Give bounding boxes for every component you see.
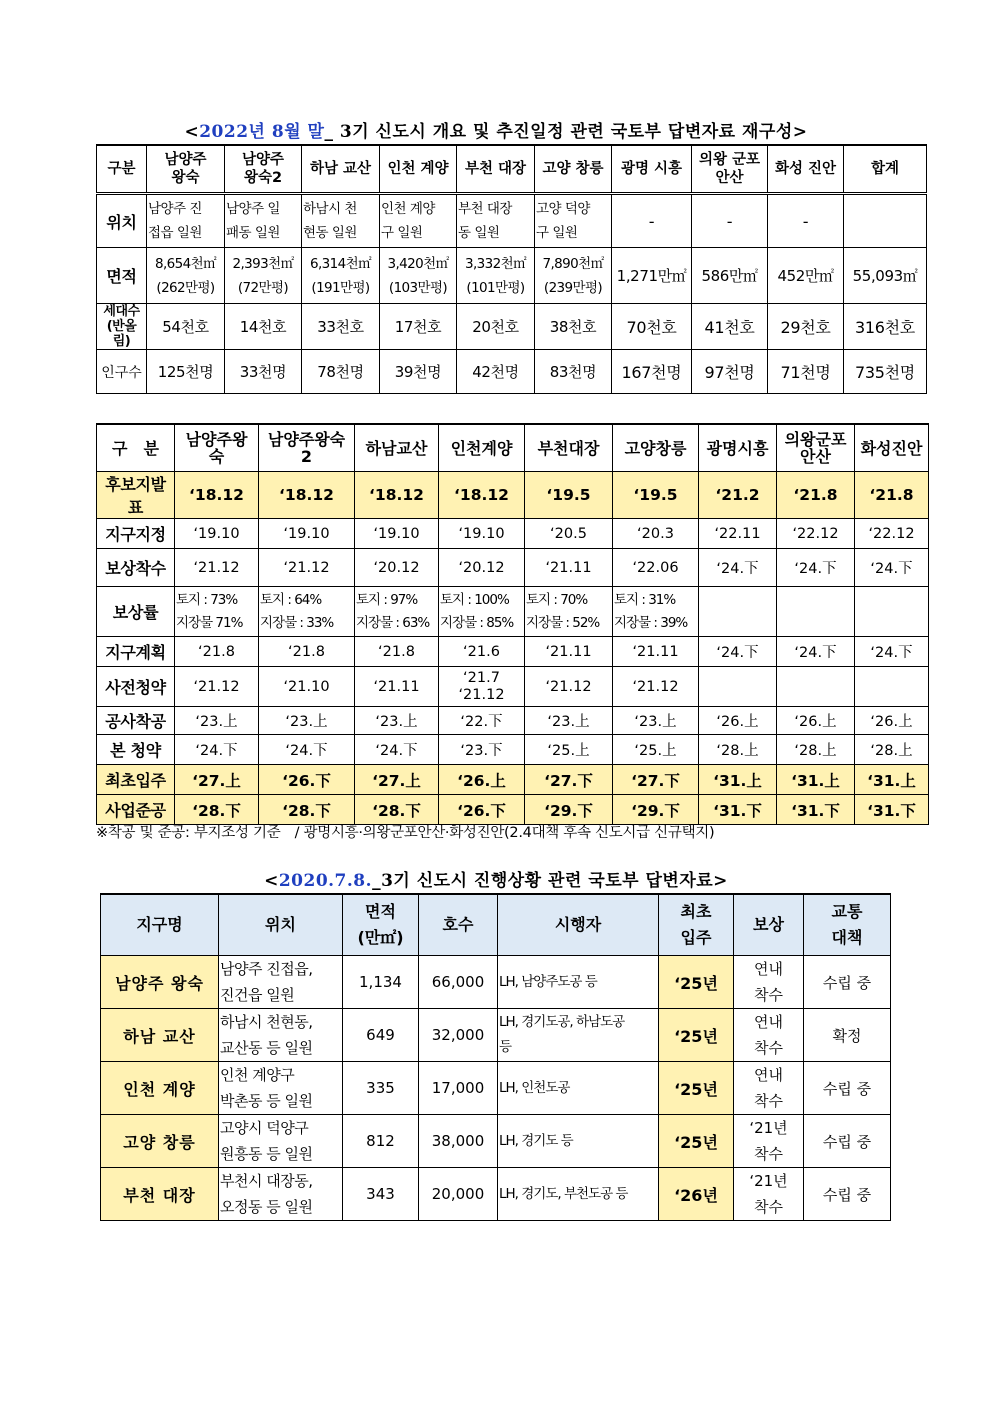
schedule-cell: ‘28.下 <box>259 795 355 825</box>
schedule-cell: ‘28.下 <box>355 795 439 825</box>
schedule-cell: ‘21.12 <box>175 549 259 587</box>
schedule-cell: 토지 : 100% 지장물 : 85% <box>439 587 525 637</box>
overview-col-header: 인천 계양 <box>380 145 457 194</box>
households-cell: 41천호 <box>692 304 768 350</box>
schedule-cell: ‘23.上 <box>525 707 613 735</box>
row-label: 위치 <box>97 194 147 248</box>
progress-units-cell: 20,000 <box>419 1168 498 1221</box>
progress-col-header: 최초 입주 <box>659 894 734 956</box>
row-label: 지구계획 <box>97 637 175 667</box>
progress-area-cell: 335 <box>343 1062 419 1115</box>
progress-transport-cell: 확정 <box>804 1009 891 1062</box>
row-label: 공사착공 <box>97 707 175 735</box>
schedule-col-header: 남양주왕숙 2 <box>259 424 355 472</box>
schedule-cell: ‘21.6 <box>439 637 525 667</box>
progress-implementer-cell: LH, 경기도공, 하남도공 등 <box>498 1009 659 1062</box>
overview-col-header: 고양 창릉 <box>535 145 612 194</box>
schedule-cell: 토지 : 97% 지장물 : 63% <box>355 587 439 637</box>
schedule-cell: ‘23.上 <box>259 707 355 735</box>
schedule-cell: ‘29.下 <box>525 795 613 825</box>
schedule-cell: ‘21.12 <box>175 667 259 707</box>
row-label: 보상착수 <box>97 549 175 587</box>
schedule-cell <box>855 587 929 637</box>
progress-area-cell: 343 <box>343 1168 419 1221</box>
schedule-cell: ‘19.10 <box>355 519 439 549</box>
schedule-row <box>97 795 929 825</box>
schedule-cell: ‘23.上 <box>355 707 439 735</box>
schedule-cell: ‘19.10 <box>175 519 259 549</box>
schedule-row <box>97 765 929 795</box>
schedule-cell: ‘26.上 <box>439 765 525 795</box>
progress-row <box>101 1062 891 1115</box>
overview-col-header: 의왕 군포 안산 <box>692 145 768 194</box>
schedule-cell: ‘21.11 <box>355 667 439 707</box>
progress-header-row <box>101 894 891 956</box>
schedule-cell: ‘19.10 <box>439 519 525 549</box>
overview-col-header: 합계 <box>844 145 927 194</box>
row-label: 사전청약 <box>97 667 175 707</box>
schedule-cell: ‘28.下 <box>175 795 259 825</box>
area-cell: 3,332천㎡ (101만평) <box>457 248 535 304</box>
schedule-cell: ‘26.上 <box>699 707 777 735</box>
schedule-cell: ‘27.下 <box>525 765 613 795</box>
schedule-row <box>97 587 929 637</box>
population-cell: 78천명 <box>302 350 380 394</box>
progress-implementer-cell: LH, 인천도공 <box>498 1062 659 1115</box>
title-2020-rest: _3기 신도시 진행상황 관련 국토부 답변자료> <box>372 871 728 891</box>
schedule-cell: ‘31.下 <box>699 795 777 825</box>
schedule-col-header: 광명시흥 <box>699 424 777 472</box>
area-cell: 8,654천㎡ (262만평) <box>147 248 225 304</box>
schedule-cell: ‘24.下 <box>777 549 855 587</box>
schedule-cell: ‘21.11 <box>525 549 613 587</box>
schedule-cell: ‘24.下 <box>699 549 777 587</box>
schedule-cell: ‘24.下 <box>855 637 929 667</box>
row-label: 면적 <box>97 248 147 304</box>
overview-col-header: 화성 진안 <box>768 145 844 194</box>
row-label: 지구지정 <box>97 519 175 549</box>
schedule-cell: ‘21.8 <box>175 637 259 667</box>
progress-transport-cell: 수립 중 <box>804 956 891 1009</box>
overview-col-header: 광명 시흥 <box>612 145 692 194</box>
schedule-cell: ‘22.下 <box>439 707 525 735</box>
progress-transport-cell: 수립 중 <box>804 1115 891 1168</box>
progress-location-cell: 고양시 덕양구 원흥동 등 일원 <box>219 1115 343 1168</box>
schedule-cell: ‘19.5 <box>613 472 699 519</box>
schedule-col-header: 하남교산 <box>355 424 439 472</box>
schedule-col-header: 부천대장 <box>525 424 613 472</box>
households-cell: 29천호 <box>768 304 844 350</box>
population-cell: 167천명 <box>612 350 692 394</box>
area-cell: 1,271만㎡ <box>612 248 692 304</box>
schedule-cell <box>699 667 777 707</box>
schedule-cell: ‘23.上 <box>613 707 699 735</box>
progress-name-cell: 부천 대장 <box>101 1168 219 1221</box>
area-cell: 2,393천㎡ (72만평) <box>225 248 302 304</box>
overview-row-population <box>97 350 927 394</box>
location-cell: 하남시 천 현동 일원 <box>302 194 380 248</box>
schedule-cell: ‘21.12 <box>525 667 613 707</box>
progress-implementer-cell: LH, 남양주도공 등 <box>498 956 659 1009</box>
overview-corner: 구분 <box>97 145 147 194</box>
schedule-cell: ‘23.上 <box>175 707 259 735</box>
location-cell: 인천 계양 구 일원 <box>380 194 457 248</box>
location-cell: 고양 덕양 구 일원 <box>535 194 612 248</box>
schedule-cell: ‘21.8 <box>355 637 439 667</box>
households-cell: 20천호 <box>457 304 535 350</box>
area-cell: 3,420천㎡ (103만평) <box>380 248 457 304</box>
population-cell: 39천명 <box>380 350 457 394</box>
location-cell: 부천 대장 동 일원 <box>457 194 535 248</box>
row-label: 사업준공 <box>97 795 175 825</box>
progress-location-cell: 인천 계양구 박촌동 등 일원 <box>219 1062 343 1115</box>
title-2020-date: 2020.7.8. <box>278 871 373 891</box>
schedule-cell: ‘21.12 <box>613 667 699 707</box>
schedule-cell: ‘24.下 <box>777 637 855 667</box>
schedule-cell: ‘18.12 <box>259 472 355 519</box>
overview-col-header: 하남 교산 <box>302 145 380 194</box>
schedule-cell: ‘20.12 <box>355 549 439 587</box>
schedule-col-header: 인천계양 <box>439 424 525 472</box>
progress-name-cell: 남양주 왕숙 <box>101 956 219 1009</box>
row-label: 본 청약 <box>97 735 175 765</box>
schedule-cell: ‘20.5 <box>525 519 613 549</box>
schedule-cell: ‘31.上 <box>699 765 777 795</box>
schedule-cell: ‘29.下 <box>613 795 699 825</box>
progress-table <box>100 893 891 1221</box>
progress-location-cell: 하남시 천현동, 교산동 등 일원 <box>219 1009 343 1062</box>
households-cell: 38천호 <box>535 304 612 350</box>
progress-row <box>101 1115 891 1168</box>
schedule-cell: ‘31.下 <box>777 795 855 825</box>
location-cell <box>844 194 927 248</box>
population-cell: 125천명 <box>147 350 225 394</box>
title-2022-pre: < <box>184 122 200 142</box>
schedule-row <box>97 549 929 587</box>
area-cell: 55,093㎡ <box>844 248 927 304</box>
location-cell: 남양주 진 접읍 일원 <box>147 194 225 248</box>
schedule-row <box>97 472 929 519</box>
schedule-cell: ‘26.下 <box>259 765 355 795</box>
title-2020 <box>0 866 992 891</box>
progress-units-cell: 17,000 <box>419 1062 498 1115</box>
schedule-cell: 토지 : 73% 지장물 71% <box>175 587 259 637</box>
population-cell: 97천명 <box>692 350 768 394</box>
progress-area-cell: 812 <box>343 1115 419 1168</box>
progress-compensation-cell: 연내 착수 <box>734 956 804 1009</box>
area-cell: 586만㎡ <box>692 248 768 304</box>
schedule-cell: 토지 : 70% 지장물 : 52% <box>525 587 613 637</box>
schedule-row <box>97 519 929 549</box>
schedule-cell: ‘19.10 <box>259 519 355 549</box>
population-cell: 33천명 <box>225 350 302 394</box>
schedule-cell: ‘28.上 <box>855 735 929 765</box>
location-cell: - <box>612 194 692 248</box>
schedule-cell: ‘24.下 <box>175 735 259 765</box>
schedule-row <box>97 637 929 667</box>
schedule-header-row <box>97 424 929 472</box>
schedule-cell: ‘25.上 <box>525 735 613 765</box>
overview-row-area <box>97 248 927 304</box>
progress-move-in-cell: ‘25년 <box>659 1009 734 1062</box>
schedule-cell: ‘23.下 <box>439 735 525 765</box>
progress-move-in-cell: ‘25년 <box>659 1115 734 1168</box>
schedule-cell: ‘21.12 <box>259 549 355 587</box>
schedule-cell: ‘31.上 <box>777 765 855 795</box>
progress-units-cell: 32,000 <box>419 1009 498 1062</box>
households-cell: 70천호 <box>612 304 692 350</box>
schedule-cell: ‘24.下 <box>355 735 439 765</box>
schedule-cell: ‘21.7 ‘21.12 <box>439 667 525 707</box>
schedule-cell: ‘25.上 <box>613 735 699 765</box>
footnote: ※착공 및 준공: 부지조성 기준 / 광명시흥·의왕군포안산·화성진안(2.4대책 후속 신도시급 신규택지) <box>96 825 715 841</box>
schedule-cell <box>777 667 855 707</box>
households-cell: 54천호 <box>147 304 225 350</box>
progress-compensation-cell: 연내 착수 <box>734 1009 804 1062</box>
households-cell: 33천호 <box>302 304 380 350</box>
schedule-cell: ‘27.上 <box>355 765 439 795</box>
schedule-cell: ‘28.上 <box>777 735 855 765</box>
households-cell: 14천호 <box>225 304 302 350</box>
progress-row <box>101 956 891 1009</box>
title-2022-rest: _ 3기 신도시 개요 및 추진일정 관련 국토부 답변자료 재구성> <box>324 122 808 142</box>
population-cell: 83천명 <box>535 350 612 394</box>
schedule-cell: 토지 : 64% 지장물 : 33% <box>259 587 355 637</box>
schedule-row <box>97 707 929 735</box>
schedule-cell: ‘27.上 <box>175 765 259 795</box>
schedule-cell: ‘20.3 <box>613 519 699 549</box>
overview-table <box>96 144 927 394</box>
progress-transport-cell: 수립 중 <box>804 1168 891 1221</box>
progress-transport-cell: 수립 중 <box>804 1062 891 1115</box>
schedule-cell: ‘26.下 <box>439 795 525 825</box>
progress-row <box>101 1009 891 1062</box>
progress-compensation-cell: ‘21년 착수 <box>734 1168 804 1221</box>
schedule-cell: ‘24.下 <box>699 637 777 667</box>
progress-area-cell: 1,134 <box>343 956 419 1009</box>
progress-move-in-cell: ‘26년 <box>659 1168 734 1221</box>
schedule-cell: ‘21.8 <box>855 472 929 519</box>
schedule-cell: ‘26.上 <box>855 707 929 735</box>
schedule-cell: ‘22.12 <box>777 519 855 549</box>
schedule-cell: ‘24.下 <box>259 735 355 765</box>
schedule-cell: ‘22.11 <box>699 519 777 549</box>
schedule-cell: ‘18.12 <box>175 472 259 519</box>
location-cell: 남양주 일 패동 일원 <box>225 194 302 248</box>
area-cell: 452만㎡ <box>768 248 844 304</box>
row-label: 세대수 (반올림) <box>97 304 147 350</box>
schedule-row <box>97 735 929 765</box>
progress-units-cell: 66,000 <box>419 956 498 1009</box>
overview-row-households <box>97 304 927 350</box>
schedule-cell: ‘21.10 <box>259 667 355 707</box>
schedule-cell: ‘24.下 <box>855 549 929 587</box>
area-cell: 7,890천㎡ (239만평) <box>535 248 612 304</box>
population-cell: 42천명 <box>457 350 535 394</box>
schedule-col-header: 화성진안 <box>855 424 929 472</box>
row-label: 최초입주 <box>97 765 175 795</box>
row-label: 후보지발표 <box>97 472 175 519</box>
progress-col-header: 호수 <box>419 894 498 956</box>
progress-compensation-cell: ‘21년 착수 <box>734 1115 804 1168</box>
schedule-cell <box>699 587 777 637</box>
progress-move-in-cell: ‘25년 <box>659 956 734 1009</box>
progress-implementer-cell: LH, 경기도, 부천도공 등 <box>498 1168 659 1221</box>
overview-col-header: 남양주 왕숙2 <box>225 145 302 194</box>
schedule-cell: ‘21.11 <box>613 637 699 667</box>
schedule-cell: ‘20.12 <box>439 549 525 587</box>
schedule-col-header: 고양창릉 <box>613 424 699 472</box>
schedule-cell: ‘22.06 <box>613 549 699 587</box>
schedule-cell: ‘31.下 <box>855 795 929 825</box>
schedule-cell: ‘21.8 <box>259 637 355 667</box>
schedule-cell: ‘28.上 <box>699 735 777 765</box>
schedule-row <box>97 667 929 707</box>
progress-implementer-cell: LH, 경기도 등 <box>498 1115 659 1168</box>
progress-name-cell: 고양 창릉 <box>101 1115 219 1168</box>
overview-col-header: 남양주 왕숙 <box>147 145 225 194</box>
progress-row <box>101 1168 891 1221</box>
schedule-cell: ‘31.上 <box>855 765 929 795</box>
progress-units-cell: 38,000 <box>419 1115 498 1168</box>
overview-header-row <box>97 145 927 194</box>
progress-name-cell: 하남 교산 <box>101 1009 219 1062</box>
households-cell: 316천호 <box>844 304 927 350</box>
title-2022 <box>0 117 992 142</box>
schedule-table <box>96 423 929 825</box>
progress-location-cell: 부천시 대장동, 오정동 등 일원 <box>219 1168 343 1221</box>
progress-move-in-cell: ‘25년 <box>659 1062 734 1115</box>
row-label: 인구수 <box>97 350 147 394</box>
schedule-cell <box>777 587 855 637</box>
location-cell: - <box>692 194 768 248</box>
progress-col-header: 시행자 <box>498 894 659 956</box>
progress-name-cell: 인천 계양 <box>101 1062 219 1115</box>
schedule-cell: ‘21.2 <box>699 472 777 519</box>
schedule-cell: ‘19.5 <box>525 472 613 519</box>
row-label: 보상률 <box>97 587 175 637</box>
progress-col-header: 면적 (만㎡) <box>343 894 419 956</box>
schedule-corner: 구 분 <box>97 424 175 472</box>
schedule-cell: ‘18.12 <box>439 472 525 519</box>
schedule-cell: ‘27.下 <box>613 765 699 795</box>
progress-col-header: 위치 <box>219 894 343 956</box>
overview-row-location <box>97 194 927 248</box>
schedule-cell <box>855 667 929 707</box>
progress-compensation-cell: 연내 착수 <box>734 1062 804 1115</box>
progress-location-cell: 남양주 진접읍, 진건읍 일원 <box>219 956 343 1009</box>
progress-col-header: 지구명 <box>101 894 219 956</box>
schedule-col-header: 남양주왕 숙 <box>175 424 259 472</box>
schedule-cell: ‘22.12 <box>855 519 929 549</box>
area-cell: 6,314천㎡ (191만평) <box>302 248 380 304</box>
title-2020-pre: < <box>264 871 279 891</box>
population-cell: 735천명 <box>844 350 927 394</box>
progress-col-header: 보상 <box>734 894 804 956</box>
title-2022-date: 2022년 8월 말 <box>199 122 325 142</box>
progress-col-header: 교통 대책 <box>804 894 891 956</box>
households-cell: 17천호 <box>380 304 457 350</box>
schedule-cell: 토지 : 31% 지장물 : 39% <box>613 587 699 637</box>
location-cell: - <box>768 194 844 248</box>
schedule-cell: ‘21.8 <box>777 472 855 519</box>
progress-area-cell: 649 <box>343 1009 419 1062</box>
schedule-cell: ‘18.12 <box>355 472 439 519</box>
population-cell: 71천명 <box>768 350 844 394</box>
schedule-col-header: 의왕군포 안산 <box>777 424 855 472</box>
schedule-cell: ‘26.上 <box>777 707 855 735</box>
schedule-cell: ‘21.11 <box>525 637 613 667</box>
overview-col-header: 부천 대장 <box>457 145 535 194</box>
